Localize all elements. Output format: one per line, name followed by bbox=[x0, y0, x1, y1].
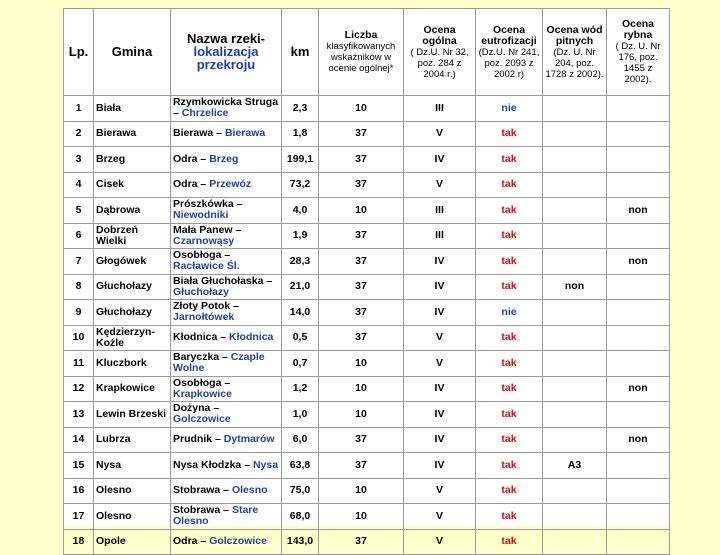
header-rzeka: Nazwa rzeki- lokalizacja przekroju bbox=[171, 9, 282, 96]
river-name: Dożyna – bbox=[173, 402, 220, 415]
cell-gmina: Krapkowice bbox=[94, 376, 171, 402]
cell-liczba: 37 bbox=[319, 249, 404, 275]
river-location: Golczowice bbox=[209, 535, 267, 548]
cell-km: 21,0 bbox=[282, 274, 319, 300]
cell-gmina: Olesno bbox=[94, 478, 171, 504]
cell-ocena-wod-pitnych bbox=[543, 121, 607, 147]
cell-rzeka bbox=[171, 300, 282, 326]
cell-ocena-rybna bbox=[607, 147, 670, 173]
cell-liczba: 10 bbox=[319, 351, 404, 377]
header-lp: Lp. bbox=[64, 9, 94, 96]
cell-km: 73,2 bbox=[282, 172, 319, 198]
river-name: Stobrawa – bbox=[173, 484, 230, 497]
cell-gmina: Kluczbork bbox=[94, 351, 171, 377]
cell-ocena-rybna bbox=[607, 300, 670, 326]
cell-liczba: 10 bbox=[319, 478, 404, 504]
cell-km: 14,0 bbox=[282, 300, 319, 326]
cell-liczba: 37 bbox=[319, 300, 404, 326]
cell-ocena-rybna: non bbox=[607, 376, 670, 402]
river-location: Czaple Wolne bbox=[173, 351, 265, 375]
cell-liczba: 10 bbox=[319, 504, 404, 530]
table-row bbox=[64, 478, 670, 504]
cell-km: 1,2 bbox=[282, 376, 319, 402]
river-location: Przewóz bbox=[209, 178, 252, 191]
cell-ocena-rybna: non bbox=[607, 427, 670, 453]
cell-liczba: 37 bbox=[319, 427, 404, 453]
cell-rzeka bbox=[171, 529, 282, 555]
cell-ocena-eutrofizacji: tak bbox=[476, 376, 543, 402]
cell-lp: 1 bbox=[64, 96, 94, 122]
cell-rzeka bbox=[171, 427, 282, 453]
river-location: Bierawa bbox=[224, 127, 266, 140]
cell-ocena-rybna: non bbox=[607, 198, 670, 224]
river-name: Nysa Kłodzka – bbox=[173, 458, 251, 471]
cell-ocena-wod-pitnych bbox=[543, 249, 607, 275]
header-gmina: Gmina bbox=[94, 9, 171, 96]
cell-ocena-ogolna: III bbox=[404, 96, 476, 122]
cell-ocena-ogolna: IV bbox=[404, 402, 476, 428]
table-row bbox=[64, 223, 670, 249]
cell-lp: 10 bbox=[64, 325, 94, 351]
cell-lp: 15 bbox=[64, 453, 94, 479]
cell-liczba: 37 bbox=[319, 529, 404, 555]
cell-lp: 11 bbox=[64, 351, 94, 377]
header-liczba: Liczba klasyfikowanych wskaźników w ocenie ogólnej* bbox=[319, 9, 404, 96]
table-row bbox=[64, 198, 670, 224]
river-name: Prudnik – bbox=[173, 433, 221, 446]
cell-lp: 4 bbox=[64, 172, 94, 198]
cell-ocena-ogolna: V bbox=[404, 529, 476, 555]
river-location: Olesno bbox=[231, 484, 268, 497]
cell-ocena-ogolna: IV bbox=[404, 453, 476, 479]
cell-rzeka bbox=[171, 198, 282, 224]
river-name: Biała Głuchołaska – bbox=[173, 274, 273, 287]
cell-ocena-wod-pitnych bbox=[543, 427, 607, 453]
cell-liczba: 37 bbox=[319, 172, 404, 198]
cell-ocena-ogolna: III bbox=[404, 198, 476, 224]
cell-ocena-eutrofizacji: nie bbox=[476, 96, 543, 122]
cell-lp: 18 bbox=[64, 529, 94, 555]
cell-rzeka bbox=[171, 223, 282, 249]
cell-ocena-eutrofizacji: tak bbox=[476, 427, 543, 453]
cell-ocena-eutrofizacji: tak bbox=[476, 453, 543, 479]
cell-lp: 8 bbox=[64, 274, 94, 300]
river-name: Odra – bbox=[173, 152, 207, 165]
river-name: Złoty Potok – bbox=[173, 300, 239, 313]
cell-liczba: 10 bbox=[319, 402, 404, 428]
cell-ocena-ogolna: IV bbox=[404, 249, 476, 275]
river-name: Stobrawa – bbox=[173, 504, 230, 517]
cell-lp: 14 bbox=[64, 427, 94, 453]
table-row bbox=[64, 504, 670, 530]
cell-ocena-eutrofizacji: tak bbox=[476, 402, 543, 428]
river-name: Prószkówka – bbox=[173, 198, 243, 211]
table-row bbox=[64, 325, 670, 351]
river-name: Rzymkowicka Struga – bbox=[173, 96, 279, 120]
river-name: Bierawa – bbox=[173, 127, 223, 140]
cell-rzeka bbox=[171, 325, 282, 351]
cell-ocena-ogolna: V bbox=[404, 325, 476, 351]
river-name: Kłodnica – bbox=[173, 331, 227, 344]
header-ocena-wod-pitnych: Ocena wód pitnych (Dz. U. Nr 204, poz. 1728 z 2002). bbox=[543, 9, 607, 96]
cell-lp: 9 bbox=[64, 300, 94, 326]
water-quality-table bbox=[63, 8, 670, 555]
cell-ocena-wod-pitnych bbox=[543, 402, 607, 428]
cell-ocena-eutrofizacji: nie bbox=[476, 300, 543, 326]
cell-lp: 17 bbox=[64, 504, 94, 530]
header-row bbox=[64, 9, 670, 96]
cell-lp: 7 bbox=[64, 249, 94, 275]
cell-rzeka bbox=[171, 351, 282, 377]
river-location: Kłodnica bbox=[229, 331, 274, 344]
river-location: Golczowice bbox=[173, 413, 231, 426]
cell-liczba: 10 bbox=[319, 96, 404, 122]
cell-ocena-wod-pitnych bbox=[543, 376, 607, 402]
cell-km: 0,7 bbox=[282, 351, 319, 377]
river-location: Głuchołazy bbox=[173, 285, 230, 298]
cell-gmina: Głogówek bbox=[94, 249, 171, 275]
river-location: Czarnowąsy bbox=[173, 234, 235, 247]
cell-ocena-rybna bbox=[607, 121, 670, 147]
cell-gmina: Lubrza bbox=[94, 427, 171, 453]
table-row bbox=[64, 147, 670, 173]
river-name: Odra – bbox=[173, 535, 207, 548]
cell-ocena-wod-pitnych bbox=[543, 325, 607, 351]
cell-rzeka bbox=[171, 376, 282, 402]
cell-ocena-rybna bbox=[607, 351, 670, 377]
cell-ocena-eutrofizacji: tak bbox=[476, 172, 543, 198]
cell-ocena-eutrofizacji: tak bbox=[476, 121, 543, 147]
cell-ocena-wod-pitnych bbox=[543, 223, 607, 249]
cell-km: 63,8 bbox=[282, 453, 319, 479]
cell-ocena-wod-pitnych: A3 bbox=[543, 453, 607, 479]
cell-km: 28,3 bbox=[282, 249, 319, 275]
cell-ocena-ogolna: V bbox=[404, 504, 476, 530]
river-location: Chrzelice bbox=[181, 107, 229, 120]
cell-ocena-wod-pitnych bbox=[543, 478, 607, 504]
cell-km: 1,8 bbox=[282, 121, 319, 147]
cell-km: 0,5 bbox=[282, 325, 319, 351]
table-row bbox=[64, 249, 670, 275]
cell-liczba: 37 bbox=[319, 325, 404, 351]
river-name: Osobłoga – bbox=[173, 249, 231, 262]
river-location: Brzeg bbox=[209, 152, 239, 165]
cell-ocena-eutrofizacji: tak bbox=[476, 325, 543, 351]
cell-km: 6,0 bbox=[282, 427, 319, 453]
cell-ocena-wod-pitnych bbox=[543, 172, 607, 198]
cell-gmina: Dąbrowa bbox=[94, 198, 171, 224]
cell-rzeka bbox=[171, 172, 282, 198]
table-row bbox=[64, 172, 670, 198]
cell-ocena-rybna bbox=[607, 504, 670, 530]
cell-ocena-ogolna: IV bbox=[404, 300, 476, 326]
cell-gmina: Nysa bbox=[94, 453, 171, 479]
cell-ocena-rybna bbox=[607, 223, 670, 249]
river-name: Mała Panew – bbox=[173, 223, 242, 236]
cell-gmina: Kędzierzyn-Koźle bbox=[94, 325, 171, 351]
cell-gmina: Głuchołazy bbox=[94, 300, 171, 326]
cell-ocena-wod-pitnych bbox=[543, 300, 607, 326]
cell-km: 143,0 bbox=[282, 529, 319, 555]
river-name: Baryczka – bbox=[173, 351, 228, 364]
cell-ocena-ogolna: V bbox=[404, 351, 476, 377]
cell-ocena-eutrofizacji: tak bbox=[476, 249, 543, 275]
cell-km: 2,3 bbox=[282, 96, 319, 122]
cell-km: 68,0 bbox=[282, 504, 319, 530]
table-row bbox=[64, 121, 670, 147]
table-row bbox=[64, 300, 670, 326]
river-location: Niewodniki bbox=[173, 209, 229, 222]
cell-gmina: Bierawa bbox=[94, 121, 171, 147]
cell-lp: 5 bbox=[64, 198, 94, 224]
cell-km: 199,1 bbox=[282, 147, 319, 173]
cell-ocena-eutrofizacji: tak bbox=[476, 274, 543, 300]
river-name: Odra – bbox=[173, 178, 207, 191]
cell-ocena-ogolna: IV bbox=[404, 376, 476, 402]
cell-rzeka bbox=[171, 121, 282, 147]
cell-rzeka bbox=[171, 478, 282, 504]
header-km: km bbox=[282, 9, 319, 96]
cell-ocena-rybna: non bbox=[607, 249, 670, 275]
cell-ocena-rybna bbox=[607, 172, 670, 198]
cell-rzeka bbox=[171, 249, 282, 275]
cell-liczba: 37 bbox=[319, 453, 404, 479]
cell-rzeka bbox=[171, 96, 282, 122]
data-sheet bbox=[63, 8, 669, 548]
cell-km: 1,0 bbox=[282, 402, 319, 428]
cell-ocena-ogolna: IV bbox=[404, 147, 476, 173]
cell-km: 75,0 bbox=[282, 478, 319, 504]
cell-ocena-ogolna: IV bbox=[404, 274, 476, 300]
header-ocena-ogolna: Ocena ogólna ( Dz.U. Nr 32, poz. 284 z 2004 r.) bbox=[404, 9, 476, 96]
river-location: Nysa bbox=[252, 458, 279, 471]
cell-ocena-eutrofizacji: tak bbox=[476, 504, 543, 530]
cell-ocena-rybna bbox=[607, 325, 670, 351]
river-location: Stare Olesno bbox=[173, 504, 259, 528]
cell-ocena-wod-pitnych bbox=[543, 504, 607, 530]
cell-ocena-ogolna: V bbox=[404, 121, 476, 147]
cell-gmina: Dobrzeń Wielki bbox=[94, 223, 171, 249]
river-location: Jarnołtówek bbox=[173, 311, 235, 324]
cell-ocena-eutrofizacji: tak bbox=[476, 478, 543, 504]
cell-gmina: Opole bbox=[94, 529, 171, 555]
river-location: Krapkowice bbox=[173, 387, 232, 400]
cell-rzeka bbox=[171, 504, 282, 530]
cell-rzeka bbox=[171, 274, 282, 300]
cell-ocena-ogolna: IV bbox=[404, 427, 476, 453]
cell-ocena-ogolna: III bbox=[404, 223, 476, 249]
cell-lp: 12 bbox=[64, 376, 94, 402]
table-row bbox=[64, 529, 670, 555]
cell-gmina: Lewin Brzeski bbox=[94, 402, 171, 428]
cell-gmina: Olesno bbox=[94, 504, 171, 530]
table-row bbox=[64, 453, 670, 479]
cell-rzeka bbox=[171, 402, 282, 428]
cell-km: 1,9 bbox=[282, 223, 319, 249]
cell-gmina: Biała bbox=[94, 96, 171, 122]
cell-ocena-rybna bbox=[607, 478, 670, 504]
cell-ocena-rybna bbox=[607, 453, 670, 479]
table-row bbox=[64, 351, 670, 377]
cell-liczba: 10 bbox=[319, 376, 404, 402]
cell-lp: 3 bbox=[64, 147, 94, 173]
table-row bbox=[64, 274, 670, 300]
cell-ocena-eutrofizacji: tak bbox=[476, 147, 543, 173]
cell-rzeka bbox=[171, 453, 282, 479]
table-body bbox=[64, 96, 670, 555]
cell-ocena-eutrofizacji: tak bbox=[476, 351, 543, 377]
river-name: Osobłoga – bbox=[173, 376, 231, 389]
cell-ocena-rybna bbox=[607, 402, 670, 428]
cell-liczba: 10 bbox=[319, 198, 404, 224]
cell-ocena-rybna bbox=[607, 96, 670, 122]
river-location: Racławice Śl. bbox=[173, 260, 240, 273]
cell-km: 4,0 bbox=[282, 198, 319, 224]
cell-lp: 16 bbox=[64, 478, 94, 504]
table-row bbox=[64, 96, 670, 122]
cell-ocena-rybna bbox=[607, 529, 670, 555]
cell-ocena-eutrofizacji: tak bbox=[476, 198, 543, 224]
cell-lp: 2 bbox=[64, 121, 94, 147]
table-row bbox=[64, 402, 670, 428]
cell-ocena-wod-pitnych bbox=[543, 96, 607, 122]
cell-liczba: 37 bbox=[319, 121, 404, 147]
cell-gmina: Głuchołazy bbox=[94, 274, 171, 300]
cell-rzeka bbox=[171, 147, 282, 173]
cell-ocena-eutrofizacji: tak bbox=[476, 223, 543, 249]
cell-ocena-wod-pitnych: non bbox=[543, 274, 607, 300]
header-ocena-eutrofizacji: Ocena eutrofizacji (Dz.U. Nr 241, poz. 2093 z 2002 r) bbox=[476, 9, 543, 96]
cell-liczba: 37 bbox=[319, 147, 404, 173]
cell-lp: 6 bbox=[64, 223, 94, 249]
header-ocena-rybna: Ocena rybna ( Dz. U. Nr 176, poz. 1455 z 2002). bbox=[607, 9, 670, 96]
cell-gmina: Brzeg bbox=[94, 147, 171, 173]
cell-ocena-wod-pitnych bbox=[543, 147, 607, 173]
river-location: Dytmarów bbox=[223, 433, 275, 446]
cell-ocena-ogolna: V bbox=[404, 478, 476, 504]
cell-ocena-wod-pitnych bbox=[543, 351, 607, 377]
cell-ocena-ogolna: V bbox=[404, 172, 476, 198]
cell-ocena-rybna bbox=[607, 274, 670, 300]
table-row bbox=[64, 427, 670, 453]
cell-ocena-eutrofizacji: tak bbox=[476, 529, 543, 555]
cell-liczba: 37 bbox=[319, 223, 404, 249]
cell-ocena-wod-pitnych bbox=[543, 198, 607, 224]
cell-gmina: Cisek bbox=[94, 172, 171, 198]
cell-lp: 13 bbox=[64, 402, 94, 428]
cell-ocena-wod-pitnych bbox=[543, 529, 607, 555]
table-row bbox=[64, 376, 670, 402]
cell-liczba: 37 bbox=[319, 274, 404, 300]
